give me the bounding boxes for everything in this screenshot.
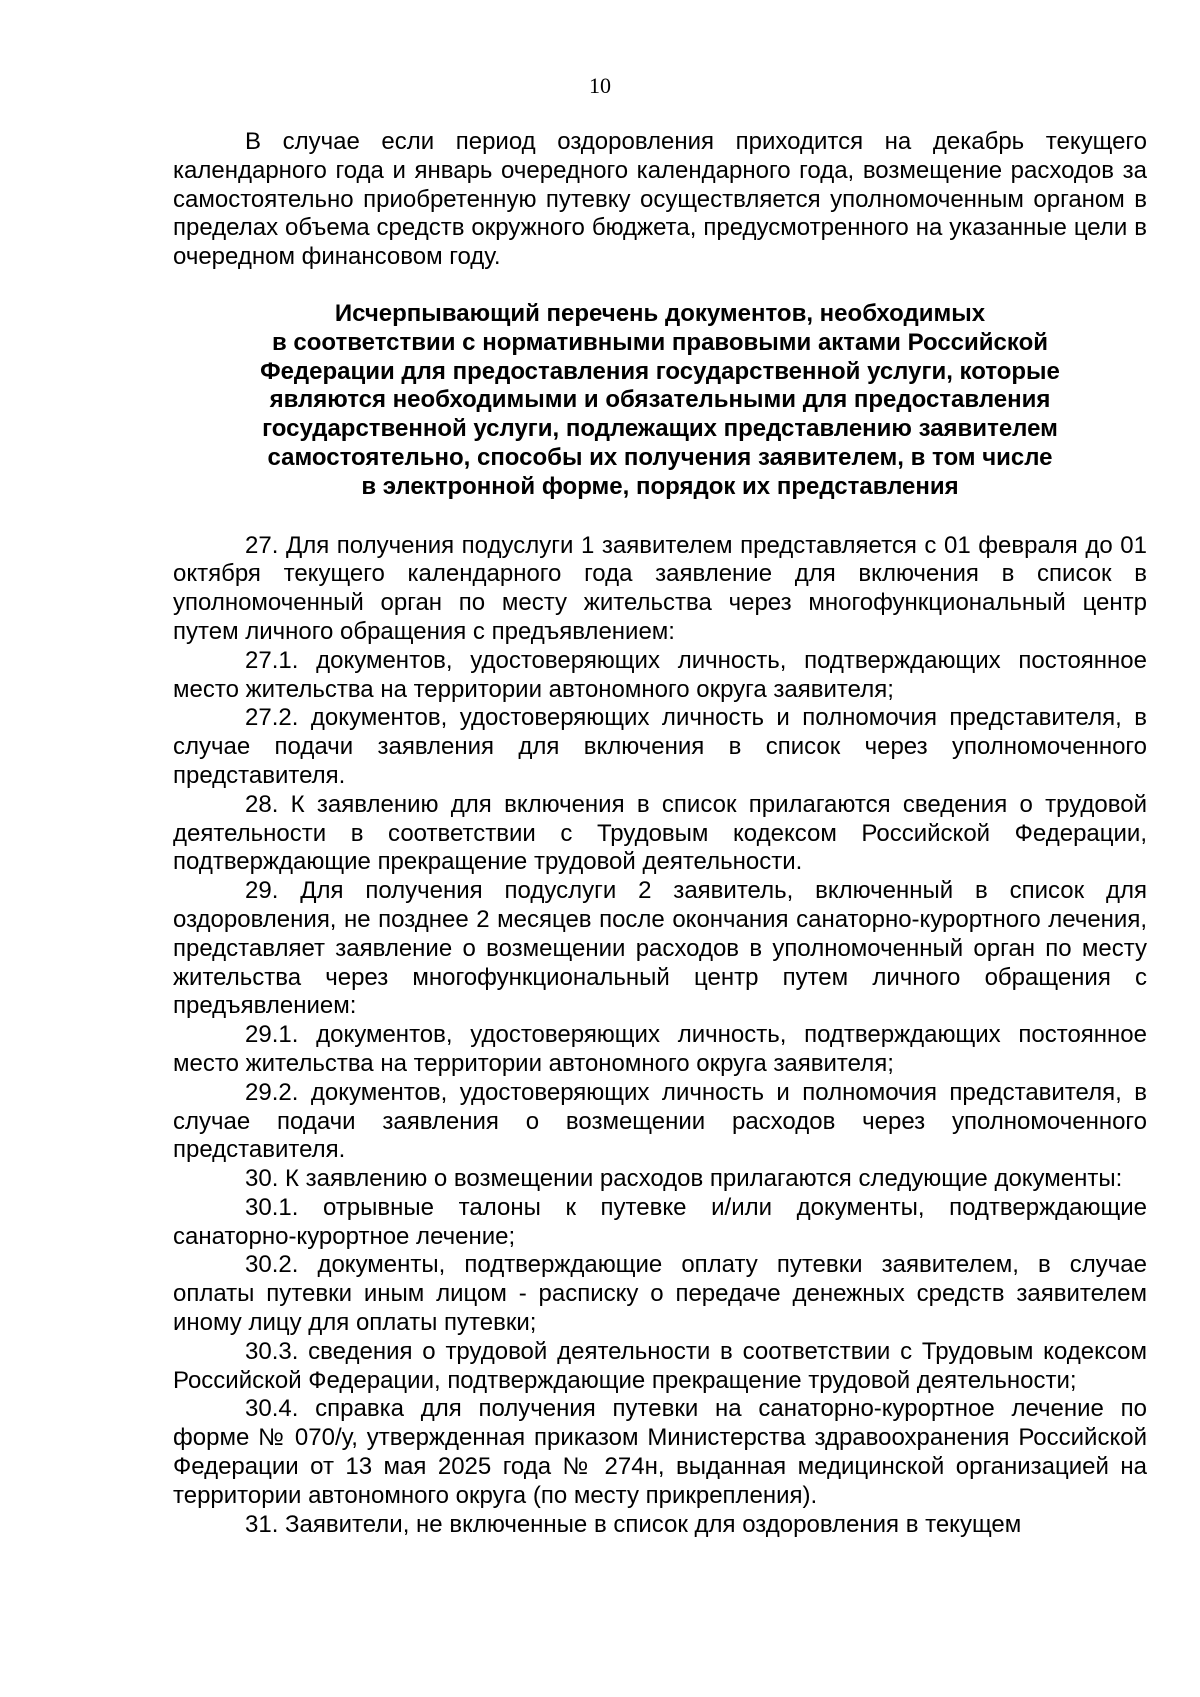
paragraph-30-2: 30.2. документы, подтверждающие оплату путевки заявителем, в случае оплаты путевки иным лицом - расписку о передаче денежных средств заявителем иному лицу для оплаты путевки; bbox=[173, 1251, 1147, 1337]
heading-line: в соответствии с нормативными правовыми актами Российской bbox=[272, 328, 1048, 356]
heading-line: Исчерпывающий перечень документов, необходимых bbox=[334, 299, 986, 327]
paragraph-30-4: 30.4. справка для получения путевки на санаторно-курортное лечение по форме № 070/у, утвержденная приказом Министерства здравоохранения Российской Федерации от 13 мая 2025 года № 274н, выданная медицинской организацией на территории автономного округа (по месту прикрепления). bbox=[173, 1395, 1147, 1509]
paragraph-27-2: 27.2. документов, удостоверяющих личность и полномочия представителя, в случае подачи заявления для включения в список через уполномоченного представителя. bbox=[173, 704, 1147, 789]
paragraph-27: 27. Для получения подуслуги 1 заявителем представляется с 01 февраля до 01 октября текущего календарного года заявление для включения в список в уполномоченный орган по месту жительства через многофункциональный центр путем личного обращения с предъявлением: bbox=[173, 531, 1147, 645]
paragraph-29: 29. Для получения подуслуги 2 заявитель, включенный в список для оздоровления, не позднее 2 месяцев после окончания санаторно-курортного лечения, представляет заявление о возмещении расходов в уполномоченный орган по месту жительства через многофункциональный центр путем личного обращения с предъявлением: bbox=[173, 877, 1147, 1020]
page-number: 10 bbox=[589, 73, 611, 98]
heading-line: самостоятельно, способы их получения заявителем, в том числе bbox=[267, 443, 1053, 471]
paragraph-29-2: 29.2. документов, удостоверяющих личность и полномочия представителя, в случае подачи заявления о возмещении расходов через уполномоченного представителя. bbox=[173, 1078, 1147, 1164]
heading-line: в электронной форме, порядок их представления bbox=[361, 472, 959, 500]
heading-line: Федерации для предоставления государственной услуги, которые bbox=[260, 357, 1060, 385]
paragraph-30-3: 30.3. сведения о трудовой деятельности в соответствии с Трудовым кодексом Российской Федерации, подтверждающие прекращение трудовой деятельности; bbox=[173, 1337, 1147, 1394]
heading-line: государственной услуги, подлежащих представлению заявителем bbox=[262, 415, 1058, 443]
paragraph-30-1: 30.1. отрывные талоны к путевке и/или документы, подтверждающие санаторно-курортное лечение; bbox=[173, 1193, 1147, 1250]
section-heading bbox=[173, 300, 1147, 502]
heading-line: являются необходимыми и обязательными для предоставления bbox=[269, 386, 1051, 414]
paragraph-31: 31. Заявители, не включенные в список для оздоровления в текущем bbox=[245, 1510, 1022, 1538]
document-body bbox=[173, 128, 1147, 1539]
paragraph-28: 28. К заявлению для включения в список прилагаются сведения о трудовой деятельности в соответствии с Трудовым кодексом Российской Федерации, подтверждающие прекращение трудовой деятельности. bbox=[173, 790, 1147, 876]
paragraph-30: 30. К заявлению о возмещении расходов прилагаются следующие документы: bbox=[245, 1165, 1123, 1193]
paragraph-27-1: 27.1. документов, удостоверяющих личность, подтверждающих постоянное место жительства на территории автономного округа заявителя; bbox=[173, 646, 1147, 703]
intro-paragraph: В случае если период оздоровления приходится на декабрь текущего календарного года и январь очередного календарного года, возмещение расходов за самостоятельно приобретенную путевку осуществляется уполномоченным органом в пределах объема средств окружного бюджета, предусмотренного на указанные цели в очередном финансовом году. bbox=[173, 128, 1147, 271]
paragraph-29-1: 29.1. документов, удостоверяющих личность, подтверждающих постоянное место жительства на территории автономного округа заявителя; bbox=[173, 1021, 1147, 1077]
